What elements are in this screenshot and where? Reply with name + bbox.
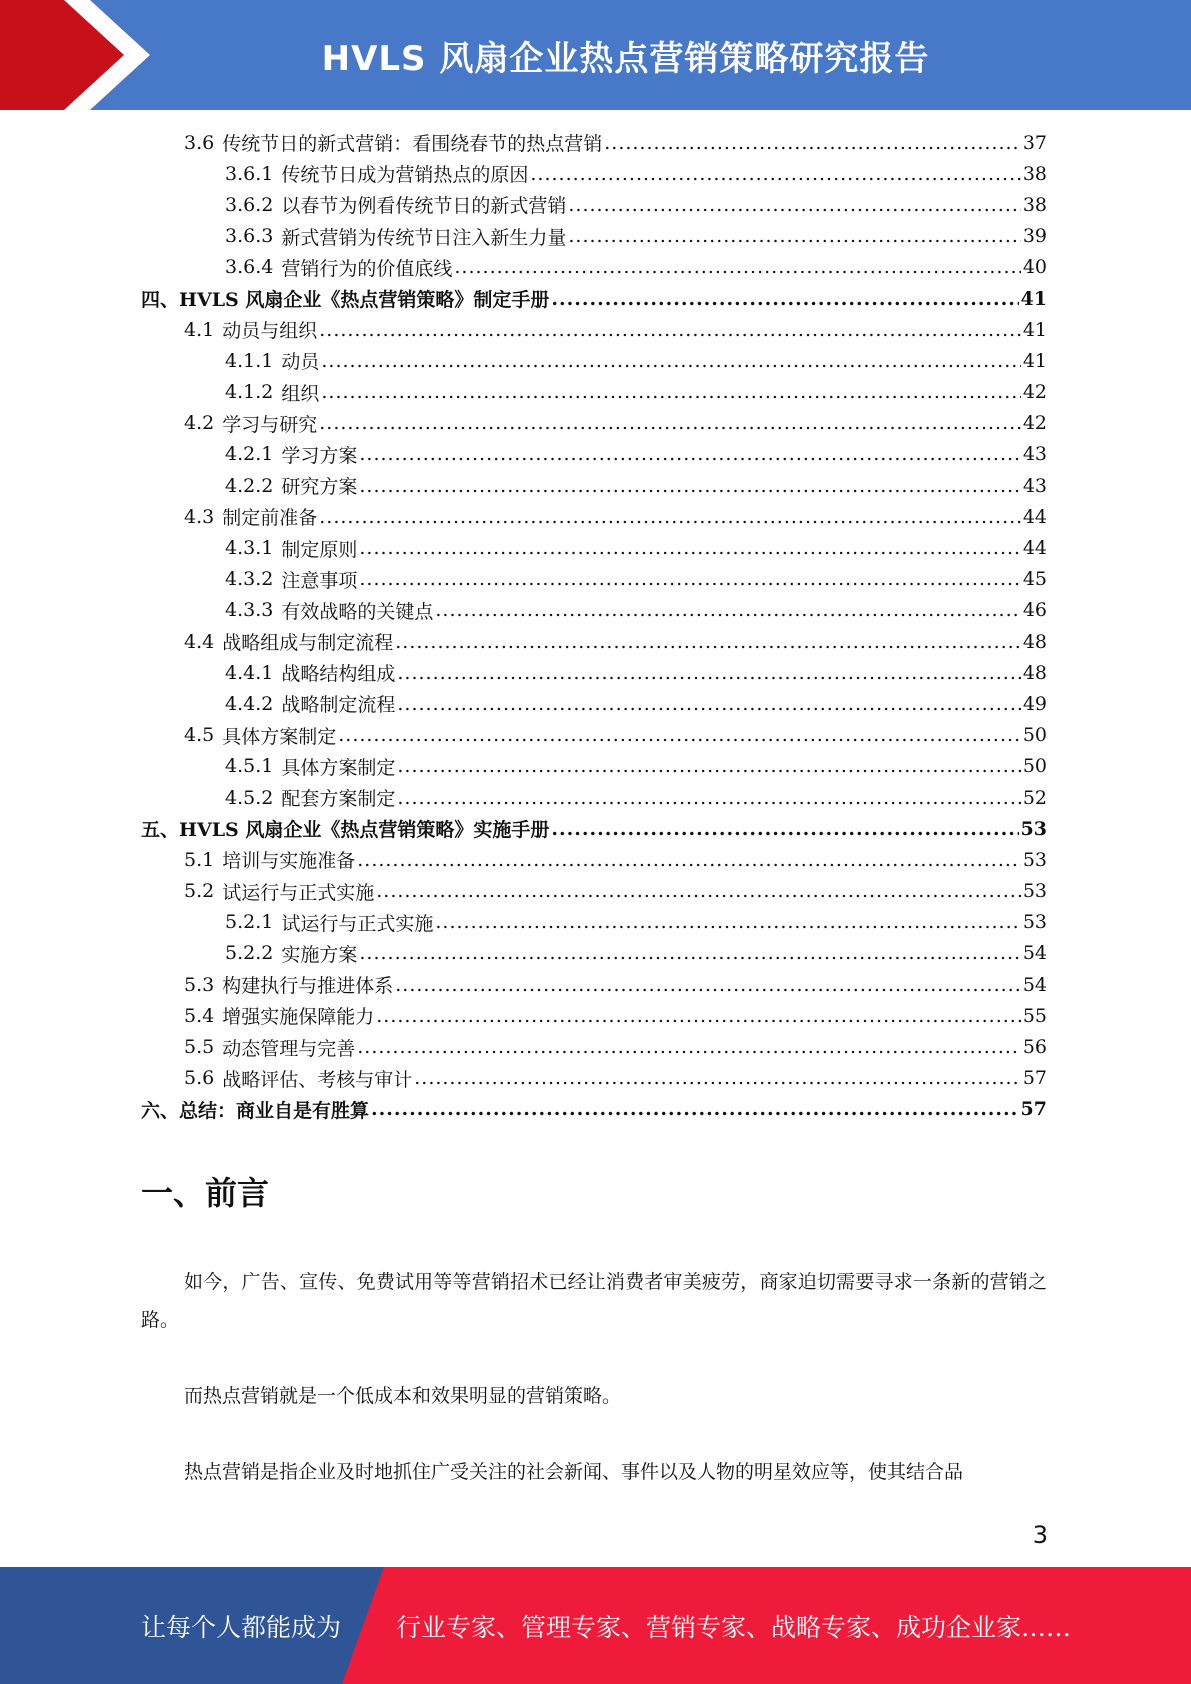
toc-entry-page: 45 (1022, 568, 1047, 591)
toc-entry-number: 4.4 (184, 630, 215, 653)
toc-entry[interactable] (141, 345, 1047, 376)
toc-entry[interactable] (141, 844, 1047, 875)
toc-dot-leader (395, 974, 1021, 996)
toc-entry-page: 57 (1022, 1067, 1047, 1090)
toc-entry-title: 动员与组织 (222, 320, 318, 343)
toc-entry-title: 营销行为的价值底线 (281, 257, 453, 280)
toc-entry-page: 37 (1022, 131, 1047, 154)
toc-entry-page: 50 (1022, 724, 1047, 747)
toc-entry-title: 培训与实施准备 (222, 850, 356, 873)
toc-dot-leader (359, 942, 1020, 964)
toc-entry-title: 传统节日成为营销热点的原因 (281, 164, 529, 187)
toc-entry-number: 4.3.1 (225, 537, 274, 560)
toc-entry-page: 44 (1022, 505, 1047, 528)
toc-dot-leader (359, 475, 1020, 497)
toc-entry-page: 56 (1022, 1036, 1047, 1059)
toc-entry-page: 41 (1022, 318, 1047, 341)
toc-entry-number: 5.3 (184, 973, 215, 996)
toc-entry[interactable] (141, 595, 1047, 626)
toc-dot-leader (371, 1098, 1019, 1120)
toc-entry-page: 43 (1022, 443, 1047, 466)
toc-entry[interactable] (141, 751, 1047, 782)
toc-entry-title: 构建执行与推进体系 (222, 975, 394, 998)
toc-entry-number: 4.5.1 (225, 755, 274, 778)
toc-dot-leader (357, 849, 1021, 871)
toc-dot-leader (359, 537, 1020, 559)
footer-slogan-right: 行业专家、管理专家、营销专家、战略专家、成功企业家…… (396, 1612, 1072, 1642)
toc-dot-leader (551, 288, 1018, 310)
toc-entry-title: 增强实施保障能力 (222, 1006, 375, 1029)
toc-dot-leader (568, 194, 1020, 216)
toc-entry[interactable] (141, 252, 1047, 283)
toc-entry-page: 52 (1022, 786, 1047, 809)
toc-dot-leader (454, 256, 1020, 278)
toc-entry-page: 54 (1022, 973, 1047, 996)
toc-entry-number: 5.2.2 (225, 942, 274, 965)
toc-entry-title: 战略组成与制定流程 (222, 632, 394, 655)
toc-entry[interactable] (141, 283, 1047, 314)
toc-entry-page: 48 (1022, 630, 1047, 653)
toc-entry-title: 试运行与正式实施 (281, 912, 434, 935)
toc-dot-leader (435, 599, 1020, 621)
toc-entry-page: 53 (1022, 848, 1047, 871)
toc-entry-page: 53 (1020, 817, 1047, 840)
toc-entry[interactable] (141, 813, 1047, 844)
toc-entry-title: 制定原则 (281, 538, 358, 561)
toc-entry-number: 4.3.2 (225, 568, 274, 591)
toc-entry-page: 46 (1022, 599, 1047, 622)
toc-entry-page: 38 (1022, 162, 1047, 185)
toc-entry-number: 5.2 (184, 880, 215, 903)
toc-entry-title: 新式营销为传统节日注入新生力量 (281, 226, 567, 249)
toc-entry-title: 具体方案制定 (281, 756, 396, 779)
toc-entry-number: 4.1.1 (225, 349, 274, 372)
toc-entry-number: 4.5.2 (225, 786, 274, 809)
toc-entry-number: 4.1 (184, 318, 215, 341)
toc-dot-leader (376, 880, 1021, 902)
toc-entry[interactable] (141, 127, 1047, 158)
toc-entry-title: 以春节为例看传统节日的新式营销 (281, 195, 567, 218)
toc-entry[interactable] (141, 1063, 1047, 1094)
toc-entry[interactable] (141, 969, 1047, 1000)
toc-entry[interactable] (141, 1094, 1047, 1125)
toc-entry[interactable] (141, 938, 1047, 969)
toc-entry-title: 战略结构组成 (281, 663, 396, 686)
paragraph-explanation: 热点营销是指企业及时地抓住广受关注的社会新闻、事件以及人物的明星效应等，使其结合品 (184, 1461, 964, 1483)
toc-entry[interactable] (141, 221, 1047, 252)
toc-dot-leader (319, 412, 1021, 434)
toc-entry-number: 3.6.1 (225, 162, 274, 185)
toc-entry-number: 3.6.4 (225, 256, 274, 279)
toc-entry-title: 配套方案制定 (281, 788, 396, 811)
toc-entry-title: 四、HVLS 风扇企业《热点营销策略》制定手册 (141, 289, 550, 312)
toc-entry-page: 42 (1022, 381, 1047, 404)
toc-dot-leader (568, 225, 1020, 247)
toc-dot-leader (376, 1005, 1021, 1027)
toc-entry-number: 4.2.1 (225, 443, 274, 466)
toc-entry-title: 六、总结：商业自是有胜算 (141, 1099, 370, 1122)
toc-entry[interactable] (141, 439, 1047, 470)
toc-entry-page: 38 (1022, 193, 1047, 216)
toc-entry[interactable] (141, 501, 1047, 532)
toc-dot-leader (414, 1067, 1021, 1089)
header-title: HVLS 风扇企业热点营销策略研究报告 (321, 38, 930, 79)
toc-entry-title: 学习方案 (281, 444, 358, 467)
toc-entry-number: 3.6 (184, 131, 215, 154)
toc-dot-leader (319, 319, 1021, 341)
toc-entry-number: 3.6.2 (225, 193, 274, 216)
toc-entry[interactable] (141, 626, 1047, 657)
toc-entry-page: 39 (1022, 225, 1047, 248)
toc-dot-leader (604, 132, 1021, 154)
toc-entry[interactable] (141, 1000, 1047, 1031)
section-heading: 一、前言 (141, 1174, 270, 1212)
toc-entry-title: 注意事项 (281, 569, 358, 592)
toc-entry-page: 57 (1020, 1098, 1047, 1121)
toc-entry[interactable] (141, 1031, 1047, 1062)
toc-entry[interactable] (141, 189, 1047, 220)
toc-entry-number: 5.6 (184, 1067, 215, 1090)
toc-dot-leader (397, 693, 1020, 715)
toc-entry[interactable] (141, 876, 1047, 907)
paragraph-definition: 而热点营销就是一个低成本和效果明显的营销策略。 (184, 1385, 622, 1407)
toc-entry[interactable] (141, 158, 1047, 189)
toc-entry[interactable] (141, 470, 1047, 501)
page-header (0, 0, 1191, 110)
toc-entry-number: 4.2 (184, 412, 215, 435)
toc-entry-title: 研究方案 (281, 476, 358, 499)
toc-dot-leader (397, 662, 1020, 684)
toc-dot-leader (530, 163, 1020, 185)
toc-entry-title: 五、HVLS 风扇企业《热点营销策略》实施手册 (141, 819, 550, 842)
toc-dot-leader (435, 911, 1020, 933)
toc-entry-title: 传统节日的新式营销：看围绕春节的热点营销 (222, 133, 603, 156)
toc-entry-number: 4.3.3 (225, 599, 274, 622)
toc-entry-page: 43 (1022, 474, 1047, 497)
toc-entry-title: 组织 (281, 382, 320, 405)
toc-entry-page: 41 (1020, 287, 1047, 310)
toc-entry-number: 4.5 (184, 724, 215, 747)
paragraph-intro: 如今，广告、宣传、免费试用等等营销招术已经让消费者审美疲劳，商家迫切需要寻求一条新的营销之路。 (141, 1271, 1047, 1331)
toc-dot-leader (395, 631, 1021, 653)
toc-dot-leader (321, 350, 1020, 372)
toc-entry[interactable] (141, 314, 1047, 345)
toc-dot-leader (319, 506, 1021, 528)
toc-entry[interactable] (141, 377, 1047, 408)
toc-entry-number: 4.1.2 (225, 381, 274, 404)
toc-entry-number: 4.4.1 (225, 661, 274, 684)
toc-entry-number: 3.6.3 (225, 225, 274, 248)
toc-entry-page: 54 (1022, 942, 1047, 965)
toc-entry-page: 55 (1022, 1004, 1047, 1027)
toc-entry-number: 4.4.2 (225, 692, 274, 715)
toc-entry[interactable] (141, 564, 1047, 595)
toc-entry[interactable] (141, 532, 1047, 563)
toc-entry-page: 53 (1022, 911, 1047, 934)
toc-entry-number: 4.2.2 (225, 474, 274, 497)
toc-entry-title: 制定前准备 (222, 507, 318, 530)
toc-entry-number: 5.2.1 (225, 911, 274, 934)
toc-entry-page: 41 (1022, 349, 1047, 372)
toc-entry[interactable] (141, 657, 1047, 688)
toc-dot-leader (338, 724, 1021, 746)
toc-entry-page: 53 (1022, 880, 1047, 903)
toc-entry-title: 试运行与正式实施 (222, 881, 375, 904)
toc-entry-title: 战略制定流程 (281, 694, 396, 717)
toc-entry-number: 5.5 (184, 1036, 215, 1059)
toc-dot-leader (551, 818, 1018, 840)
toc-entry-page: 44 (1022, 537, 1047, 560)
table-of-contents (141, 127, 1047, 1125)
toc-entry-page: 49 (1022, 692, 1047, 715)
toc-entry-title: 实施方案 (281, 943, 358, 966)
toc-entry[interactable] (141, 720, 1047, 751)
toc-dot-leader (397, 755, 1020, 777)
toc-entry-title: 有效战略的关键点 (281, 600, 434, 623)
toc-entry-title: 动态管理与完善 (222, 1037, 356, 1060)
toc-dot-leader (359, 443, 1020, 465)
page-footer (0, 1567, 1191, 1684)
toc-entry-page: 40 (1022, 256, 1047, 279)
toc-entry[interactable] (141, 907, 1047, 938)
toc-entry-number: 5.1 (184, 848, 215, 871)
toc-entry-title: 动员 (281, 351, 320, 374)
toc-entry[interactable] (141, 688, 1047, 719)
toc-dot-leader (359, 568, 1020, 590)
footer-slogan-left: 让每个人都能成为 (141, 1612, 342, 1642)
toc-dot-leader (397, 787, 1020, 809)
toc-dot-leader (357, 1036, 1021, 1058)
toc-entry-page: 48 (1022, 661, 1047, 684)
toc-entry-page: 50 (1022, 755, 1047, 778)
toc-entry[interactable] (141, 782, 1047, 813)
toc-entry-title: 战略评估、考核与审计 (222, 1068, 413, 1091)
toc-entry-title: 具体方案制定 (222, 725, 337, 748)
toc-entry-number: 4.3 (184, 505, 215, 528)
toc-entry-number: 5.4 (184, 1004, 215, 1027)
toc-entry-page: 42 (1022, 412, 1047, 435)
page-number: 3 (1032, 1521, 1048, 1549)
toc-entry[interactable] (141, 408, 1047, 439)
toc-entry-title: 学习与研究 (222, 413, 318, 436)
toc-dot-leader (321, 381, 1020, 403)
